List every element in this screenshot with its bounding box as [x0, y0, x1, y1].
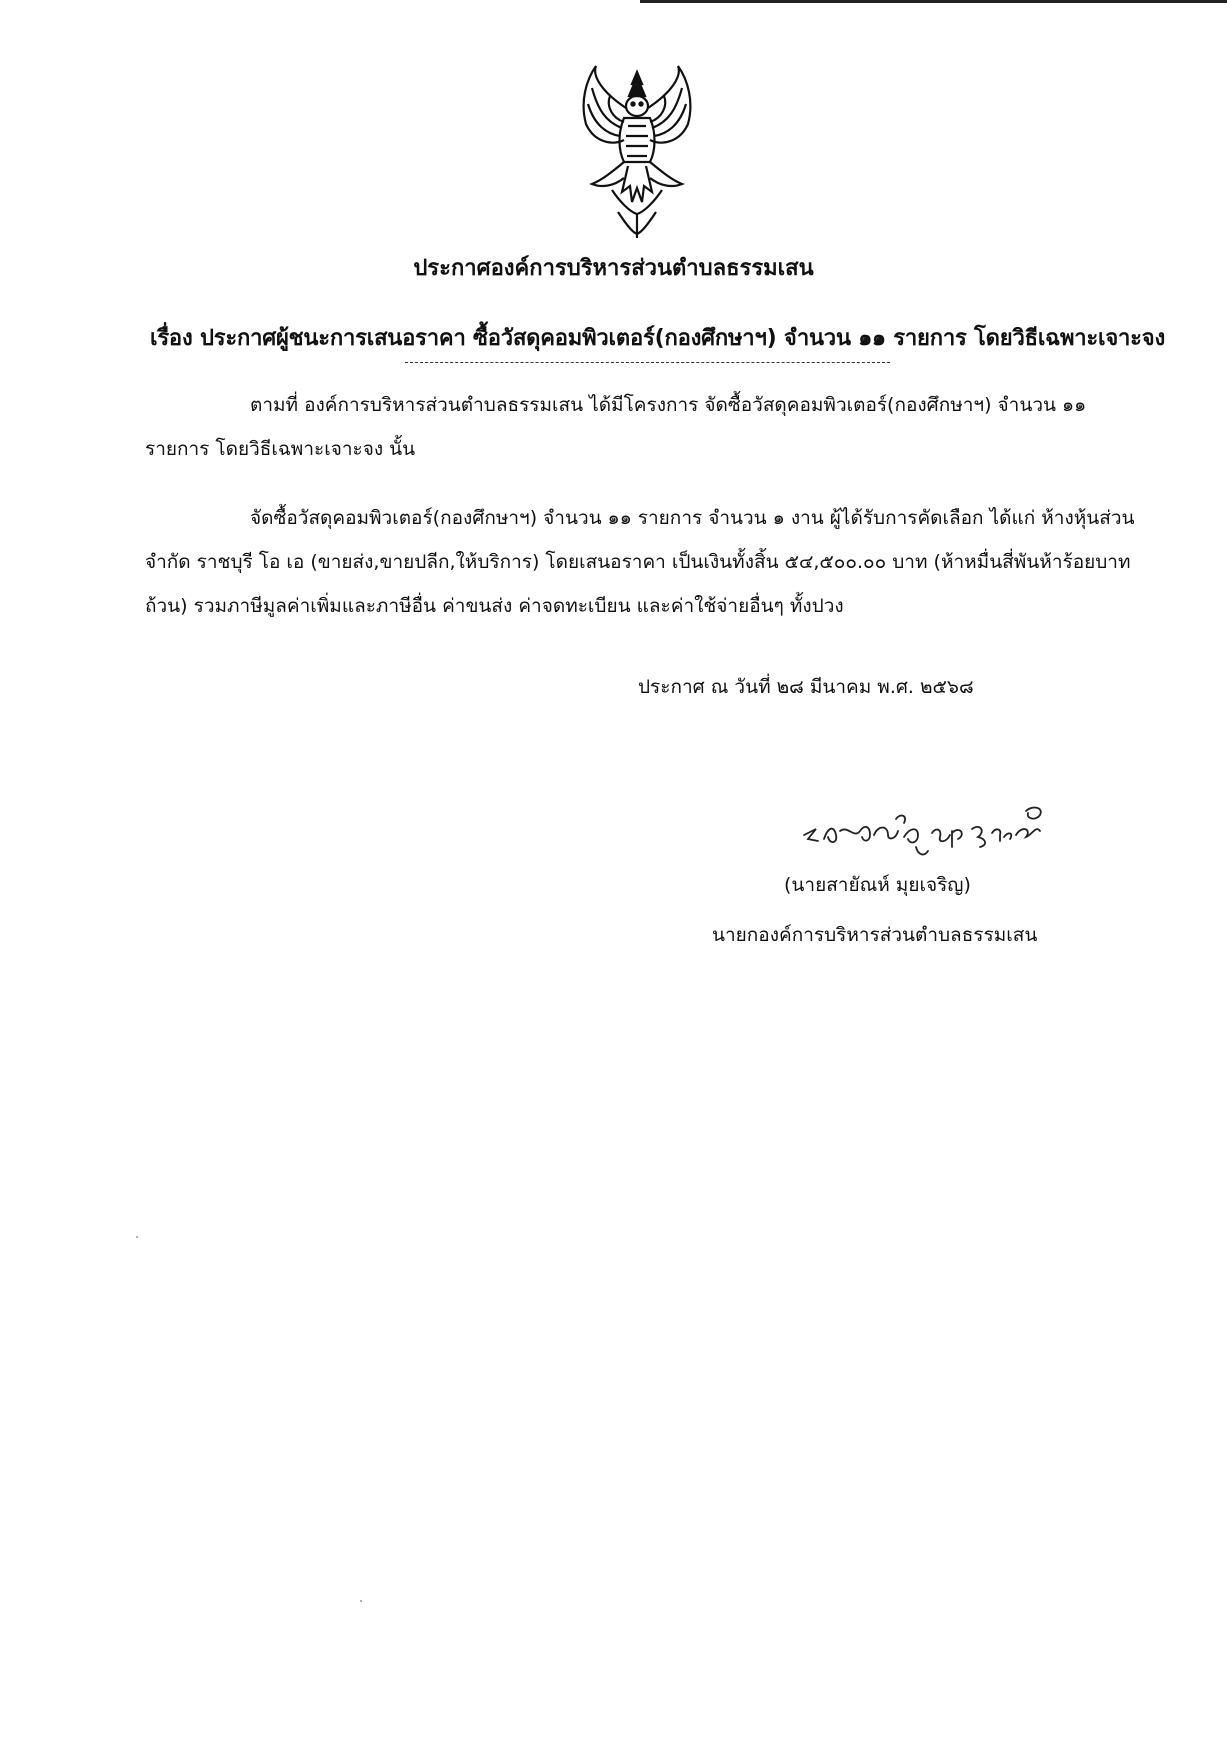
scan-speck: [360, 1600, 362, 1602]
paragraph-winner: [145, 496, 1155, 628]
paragraph-intro: [145, 383, 1155, 471]
announcement-date: ประกาศ ณ วันที่ ๒๘ มีนาคม พ.ศ. ๒๕๖๘: [638, 676, 974, 698]
signatory-position: นายกองค์การบริหารส่วนตำบลธรรมเสน: [712, 924, 1038, 946]
handwritten-signature-icon: [800, 795, 1070, 870]
dashed-divider: [405, 362, 890, 363]
paragraph-intro-text: ตามที่ องค์การบริหารส่วนตำบลธรรมเสน ได้มีโครงการ จัดซื้อวัสดุคอมพิวเตอร์(กองศึกษาฯ) จำนวน ๑๑ รายการ โดยวิธีเฉพาะเจาะจง นั้น: [145, 394, 1087, 460]
paragraph-winner-text: จัดซื้อวัสดุคอมพิวเตอร์(กองศึกษาฯ) จำนวน ๑๑ รายการ จำนวน ๑ งาน ผู้ได้รับการคัดเลือก ได้แก่ ห้างหุ้นส่วนจำกัด ราชบุรี โอ เอ (ขายส่ง,ขายปลีก,ให้บริการ) โดยเสนอราคา เป็นเงินทั้งสิ้น ๕๔,๕๐๐.๐๐ บาท (ห้าหมื่นสี่พันห้าร้อยบาทถ้วน) รวมภาษีมูลค่าเพิ่มและภาษีอื่น ค่าขนส่ง ค่าจดทะเบียน และค่าใช้จ่ายอื่นๆ ทั้งปวง: [145, 507, 1135, 617]
signatory-name: (นายสายัณห์ มุยเจริญ): [784, 874, 971, 896]
announcement-subject: เรื่อง ประกาศผู้ชนะการเสนอราคา ซื้อวัสดุคอมพิวเตอร์(กองศึกษาฯ) จำนวน ๑๑ รายการ โดยวิธีเฉพาะเจาะจง: [150, 326, 1166, 351]
announcement-title: ประกาศองค์การบริหารส่วนตำบลธรรมเสน: [413, 256, 814, 281]
scan-speck: [136, 1236, 138, 1238]
garuda-emblem-icon: [572, 62, 702, 242]
top-edge-line: [640, 0, 1227, 3]
